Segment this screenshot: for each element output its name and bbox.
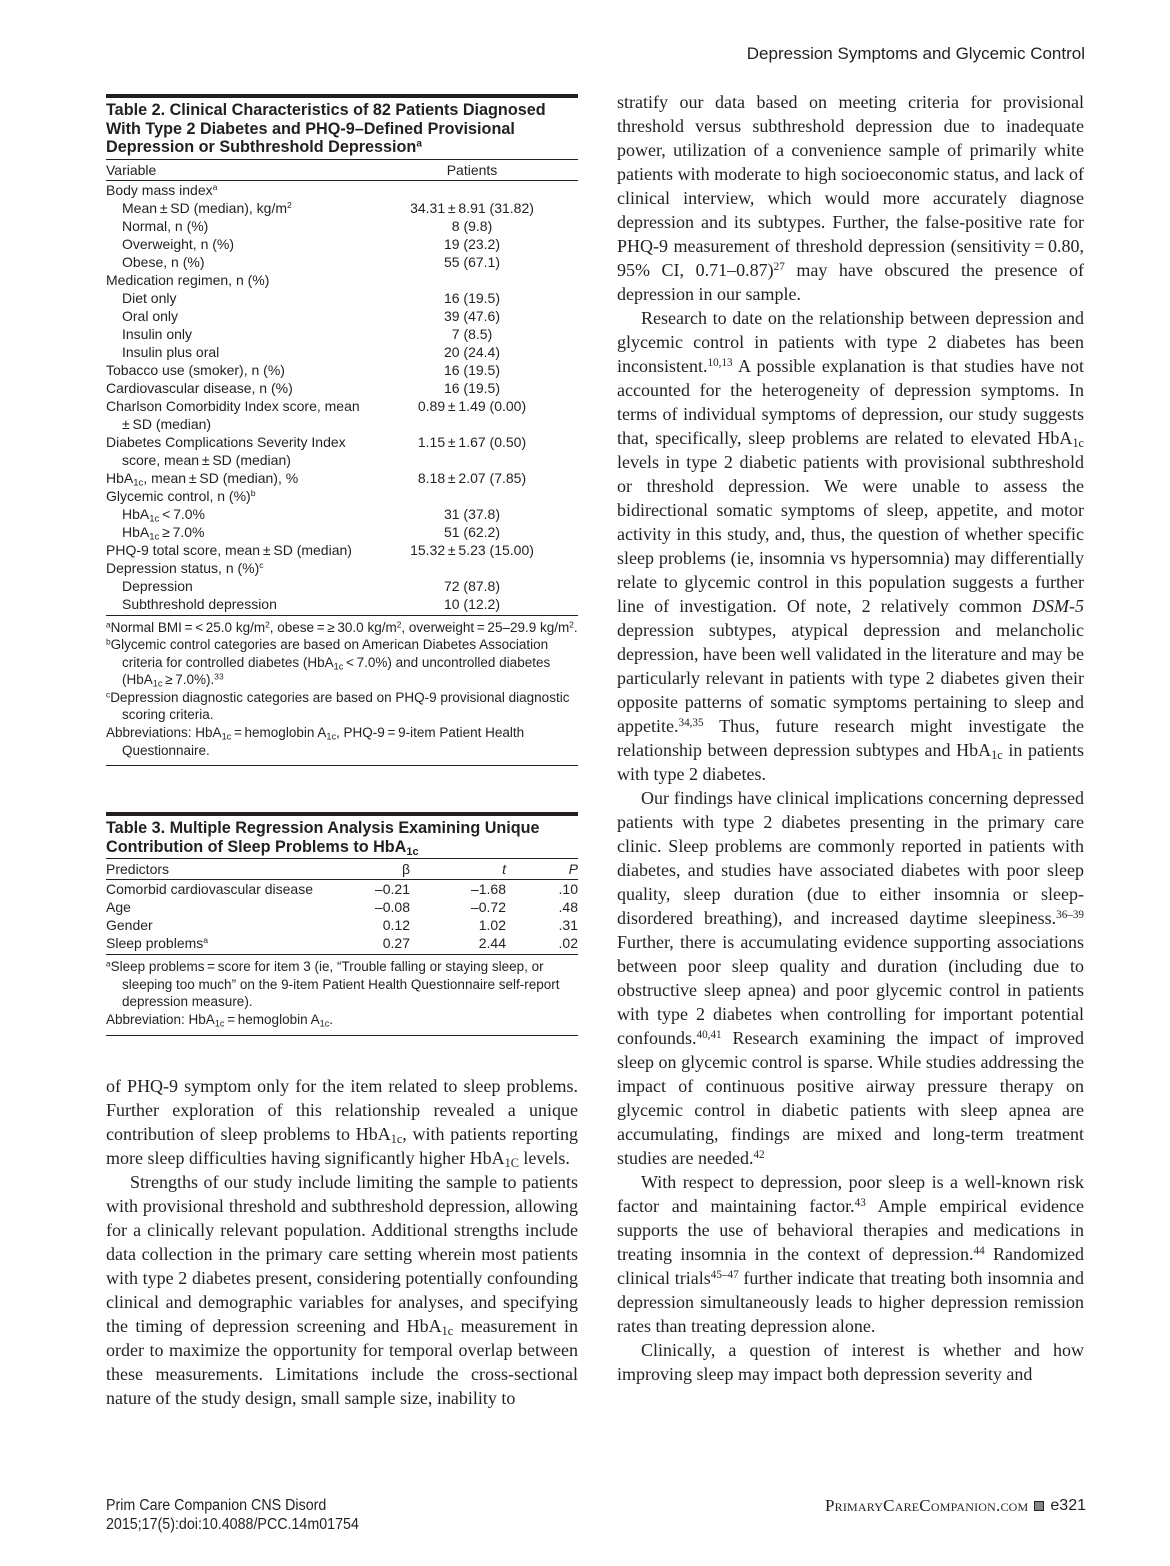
row-value: 10 (12.2) bbox=[443, 595, 501, 612]
row-label: Diet only bbox=[122, 289, 177, 306]
beta-value: –0.08 bbox=[374, 899, 410, 916]
superscript: b bbox=[106, 636, 111, 647]
row-label: Depression bbox=[122, 577, 193, 594]
body-paragraph: stratify our data based on meeting criteria for provisional threshold versus subthreshold depression due to inadequate power, utilization of a convenience sample of primarily white patients with moderate to high socioeconomic status, and lack of clinical interview, which would more accurately diagnose depression and its subtypes. Further, the false-positive rate for PHQ-9 measurement of threshold depression (sensitivity = 0.80, 95% CI, 0.71–0.87)$^{27}$ may have obscured the presence of depression in our sample. bbox=[617, 92, 1084, 304]
subscript: 1c bbox=[390, 1132, 403, 1147]
row-label: Overweight, n (%) bbox=[122, 235, 235, 252]
beta-value: 0.27 bbox=[382, 935, 410, 952]
table-row bbox=[106, 934, 578, 954]
superscript: 45–47 bbox=[710, 1268, 739, 1281]
table-row bbox=[106, 343, 578, 361]
beta-value: –0.21 bbox=[374, 881, 410, 898]
row-value: 55 (67.1) bbox=[443, 253, 501, 270]
predictor-label: Comorbid cardiovascular disease bbox=[106, 881, 313, 898]
row-label: Normal, n (%) bbox=[122, 217, 209, 234]
superscript: 33 bbox=[214, 671, 224, 682]
table-3-title: Table 3. Multiple Regression Analysis Examining Unique Contribution of Sleep Problems to HbA$_{1c}$ bbox=[106, 819, 540, 858]
right-column-body-text bbox=[617, 90, 1084, 1386]
row-value bbox=[366, 180, 578, 199]
row-label: HbA$_{1c}$ ≥ 7.0% bbox=[122, 523, 205, 542]
column-header-variable: Variable bbox=[106, 161, 157, 178]
subscript: 1c bbox=[221, 731, 232, 742]
superscript: 2 bbox=[396, 618, 402, 629]
row-value: 8 (9.8) bbox=[451, 217, 493, 234]
p-value: .10 bbox=[558, 881, 578, 898]
row-value: 39 (47.6) bbox=[443, 307, 501, 324]
row-label: Depression status, n (%)$^c$ bbox=[106, 559, 264, 576]
row-label: HbA$_{1c}$, mean ± SD (median), % bbox=[106, 469, 299, 488]
table-row bbox=[106, 898, 578, 916]
row-label: Glycemic control, n (%)$^b$ bbox=[106, 487, 256, 504]
row-label: Insulin plus oral bbox=[122, 343, 220, 360]
row-value: 1.15 ± 1.67 (0.50) bbox=[417, 433, 527, 450]
left-column-tables bbox=[106, 94, 578, 1036]
table-row bbox=[106, 379, 578, 397]
superscript: 44 bbox=[973, 1244, 985, 1257]
predictor-label: Gender bbox=[106, 917, 153, 934]
row-value: 0.89 ± 1.49 (0.00) bbox=[417, 397, 527, 414]
subscript: 1c bbox=[991, 748, 1003, 763]
row-value: 20 (24.4) bbox=[443, 343, 501, 360]
body-paragraph: Clinically, a question of interest is whether and how improving sleep may impact both depression severity and bbox=[617, 1340, 1084, 1384]
footnote: Abbreviation: HbA$_{1c}$ = hemoglobin $A_{1c}$. bbox=[106, 1012, 334, 1029]
subscript: 1c bbox=[326, 731, 337, 742]
table-row bbox=[106, 559, 578, 577]
table-row bbox=[106, 880, 578, 899]
body-paragraph: With respect to depression, poor sleep is a well-known risk factor and maintaining factor.$^{43}$ Ample empirical evidence supports the use of behavioral therapies and medications in treating insomnia in the context of depression.$^{44}$ Randomized clinical trials$^{45-47}$ further indicate that treating both insomnia and depression simultaneously leads to higher depression remission rates than treating depression alone. bbox=[617, 1172, 1084, 1336]
superscript: a bbox=[106, 958, 111, 969]
beta-value: 0.12 bbox=[382, 917, 410, 934]
subscript: 1c bbox=[319, 1018, 330, 1029]
row-value bbox=[366, 487, 578, 505]
row-value: 16 (19.5) bbox=[443, 379, 501, 396]
row-value bbox=[366, 559, 578, 577]
table-row bbox=[106, 541, 578, 559]
superscript: 2 bbox=[265, 618, 270, 629]
table-row bbox=[106, 325, 578, 343]
table-row bbox=[106, 180, 578, 199]
superscript: a bbox=[203, 935, 209, 946]
table-row bbox=[106, 523, 578, 541]
superscript: a bbox=[212, 181, 218, 192]
body-paragraph: Research to date on the relationship between depression and glycemic control in patients with type 2 diabetes has been inconsistent.$^{10,13}$ A possible explanation is that studies have not accounted for the heterogeneity of depression symptoms. In terms of individual symptoms of depression, our study suggests that, specifically, sleep problems are related to elevated HbA$_{1c}$ levels in type 2 diabetic patients with provisional subthreshold or threshold depression. We were unable to assess the bidirectional somatic symptoms of sleep, appetite, and motor activity in this study, and, thus, the question of whether specific sleep problems (ie, insomnia vs hypersomnia) may differentially relate to glycemic control in this population suggests a further line of investigation. Of note, 2 relatively common DSM-5 depression subtypes, atypical depression and melancholic depression, have been well validated in the literature and may be particularly relevant in patients with type 2 diabetes given their opposite patterns of somatic symptoms pertaining to sleep and appetite.$^{34,35}$ Thus, future research might investigate the relationship between depression subtypes and HbA$_{1c}$ in patients with type 2 diabetes. bbox=[617, 308, 1084, 784]
footnote: $^b$Glycemic control categories are based on American Diabetes Association criteria for controlled diabetes (HbA$_{1c}$ < 7.0%) and uncontrolled diabetes (HbA$_{1c}$ ≥ 7.0%).$^{33}$ bbox=[106, 636, 551, 689]
t-value: –0.72 bbox=[470, 899, 506, 916]
footnote: $^a$Normal BMI = < 25.0 $kg/m^2$, obese = ≥ 30.0 $kg/m^2$, overweight = 25–29.9 $kg/m^2$. bbox=[106, 618, 578, 635]
row-label: Diabetes Complications Severity Index score, mean ± SD (median) bbox=[106, 433, 346, 468]
table-2-footnotes bbox=[106, 615, 578, 767]
t-value: 2.44 bbox=[478, 935, 506, 952]
table-row bbox=[106, 487, 578, 505]
row-label: Body mass index$^a$ bbox=[106, 181, 218, 198]
row-value bbox=[366, 271, 578, 289]
footer-doi: 2015;17(5):doi:10.4088/PCC.14m01754 bbox=[106, 1515, 359, 1533]
column-header-beta: β bbox=[401, 861, 410, 878]
table-3 bbox=[106, 812, 578, 1035]
row-value: 51 (62.2) bbox=[443, 523, 501, 540]
row-value: 31 (37.8) bbox=[443, 505, 501, 522]
superscript: 42 bbox=[753, 1148, 765, 1161]
table-row bbox=[106, 397, 578, 433]
row-value: 16 (19.5) bbox=[443, 361, 501, 378]
p-value: .02 bbox=[558, 935, 578, 952]
italic-term: DSM-5 bbox=[1032, 596, 1084, 616]
row-value: 34.31 ± 8.91 (31.82) bbox=[410, 199, 534, 216]
subscript: 1c bbox=[333, 660, 344, 671]
row-label: Insulin only bbox=[122, 325, 193, 342]
left-column-body-text bbox=[106, 1074, 578, 1410]
table-row bbox=[106, 289, 578, 307]
footnote: $^a$Sleep problems = score for item 3 (ie, “Trouble falling or staying sleep, or sleeping too much” on the 9-item Patient Health Questionnaire self-report depression measure). bbox=[106, 958, 560, 1010]
table-3-grid bbox=[106, 858, 578, 954]
superscript: 27 bbox=[773, 260, 785, 273]
table-3-header-row bbox=[106, 859, 578, 880]
row-value: 8.18 ± 2.07 (7.85) bbox=[417, 469, 527, 486]
row-value: 15.32 ± 5.23 (15.00) bbox=[410, 541, 534, 558]
body-paragraph: Our findings have clinical implications concerning depressed patients with type 2 diabetes presenting in the primary care clinic. Sleep problems are commonly reported in patients with diabetes, and studies have associated diabetes with poor sleep quality, sleep duration (due to either insomnia or sleep-disordered breathing), and increased daytime sleepiness.$^{36-39}$ Further, there is accumulating evidence supporting associations between poor sleep quality and duration (including due to obstructive sleep apnea) and poor glycemic control in patients with type 2 diabetes when controlling for important potential confounds.$^{40,41}$ Research examining the impact of improved sleep on glycemic control is sparse. While studies addressing the impact of continuous positive airway pressure therapy on glycemic control in diabetic patients with sleep apnea are accumulating, findings are mixed and long-term treatment studies are needed.$^{42}$ bbox=[617, 788, 1084, 1168]
superscript: 2 bbox=[569, 618, 574, 629]
row-label: Oral only bbox=[122, 307, 179, 324]
row-label: Mean ± SD (median), $kg/m^2$ bbox=[122, 199, 292, 216]
table-2-title: Table 2. Clinical Characteristics of 82 Patients Diagnosed With Type 2 Diabetes and PHQ-9–Defined Provisional Depression or Subthreshold Depression$^a$ bbox=[106, 101, 546, 156]
t-value: –1.68 bbox=[470, 881, 506, 898]
column-header-t: t bbox=[502, 861, 506, 878]
table-3-footnotes bbox=[106, 954, 578, 1035]
square-icon bbox=[1034, 1501, 1044, 1511]
p-value: .48 bbox=[558, 899, 578, 916]
page-number: e321 bbox=[1050, 1497, 1086, 1514]
subscript: 1C bbox=[504, 1156, 519, 1171]
footnote: $^c$Depression diagnostic categories are based on PHQ-9 provisional diagnostic scoring criteria. bbox=[106, 689, 570, 723]
superscript: c bbox=[259, 559, 264, 570]
row-label: Obese, n (%) bbox=[122, 253, 205, 270]
predictor-label: Sleep problems$^a$ bbox=[106, 935, 209, 952]
table-row bbox=[106, 199, 578, 217]
table-row bbox=[106, 577, 578, 595]
superscript: b bbox=[250, 487, 256, 498]
table-row bbox=[106, 217, 578, 235]
footer-journal-name: Prim Care Companion CNS Disord bbox=[106, 1497, 327, 1514]
footer-citation bbox=[106, 1497, 359, 1534]
row-label: Medication regimen, n (%) bbox=[106, 271, 270, 288]
row-label: Tobacco use (smoker), n (%) bbox=[106, 361, 285, 378]
table-3-body bbox=[106, 880, 578, 955]
superscript: a bbox=[416, 138, 422, 150]
row-label: Charlson Comorbidity Index score, mean ± SD (median) bbox=[106, 397, 363, 432]
table-row bbox=[106, 595, 578, 615]
table-row bbox=[106, 469, 578, 487]
footer-site-link[interactable]: PrimaryCareCompanion.com bbox=[824, 1496, 1029, 1515]
t-value: 1.02 bbox=[478, 917, 506, 934]
p-value: .31 bbox=[558, 917, 578, 934]
row-value: 19 (23.2) bbox=[443, 235, 501, 252]
subscript: 1c bbox=[406, 845, 419, 858]
table-row bbox=[106, 433, 578, 469]
row-label: Cardiovascular disease, n (%) bbox=[106, 379, 293, 396]
superscript: 2 bbox=[287, 199, 292, 210]
superscript: 43 bbox=[854, 1196, 866, 1209]
table-2-body bbox=[106, 180, 578, 615]
table-row bbox=[106, 253, 578, 271]
subscript: 1c bbox=[214, 1018, 225, 1029]
superscript: 36–39 bbox=[1056, 908, 1084, 921]
column-header-patients: Patients bbox=[446, 161, 498, 178]
table-row bbox=[106, 361, 578, 379]
superscript: 34,35 bbox=[678, 716, 704, 729]
row-label: PHQ-9 total score, mean ± SD (median) bbox=[106, 541, 352, 558]
table-row bbox=[106, 307, 578, 325]
table-row bbox=[106, 916, 578, 934]
subscript: 1c bbox=[133, 476, 144, 488]
table-row bbox=[106, 505, 578, 523]
superscript: 40,41 bbox=[696, 1028, 722, 1041]
body-paragraph: of PHQ-9 symptom only for the item related to sleep problems. Further exploration of this relationship revealed a unique contribution of sleep problems to HbA$_{1c}$, with patients reporting more sleep difficulties having significantly higher HbA$_{1C}$ levels. bbox=[106, 1076, 578, 1171]
table-2-grid bbox=[106, 159, 578, 615]
running-head: Depression Symptoms and Glycemic Control bbox=[746, 44, 1085, 63]
footer-page-info bbox=[825, 1497, 1086, 1515]
subscript: 1c bbox=[1072, 436, 1084, 451]
superscript: a bbox=[106, 618, 111, 629]
body-paragraph: Strengths of our study include limiting the sample to patients with provisional threshold and subthreshold depression, allowing for a clinically relevant population. Additional strengths include data collection in the primary care setting wherein most patients with type 2 diabetes present, considering potentially confounding clinical and demographic variables for analyses, and specifying the timing of depression screening and HbA$_{1c}$ measurement in order to maximize the opportunity for temporal overlap between these measurements. Limitations include the cross-sectional nature of the study design, small sample size, inability to bbox=[106, 1172, 578, 1408]
predictor-label: Age bbox=[106, 899, 131, 916]
footnote: Abbreviations: HbA$_{1c}$ = hemoglobin $A_{1c}$, PHQ-9 = 9-item Patient Health Questionnaire. bbox=[106, 725, 525, 758]
column-header-p: P bbox=[568, 861, 578, 878]
table-row bbox=[106, 271, 578, 289]
column-header-predictors: Predictors bbox=[106, 861, 170, 878]
row-value: 16 (19.5) bbox=[443, 289, 501, 306]
superscript: c bbox=[106, 689, 111, 700]
row-label: HbA$_{1c}$ < 7.0% bbox=[122, 505, 205, 524]
subscript: 1c bbox=[149, 530, 160, 542]
subscript: 1c bbox=[149, 512, 160, 524]
table-2-header-row bbox=[106, 159, 578, 180]
row-label: Subthreshold depression bbox=[122, 595, 277, 612]
row-value: 7 (8.5) bbox=[451, 325, 493, 342]
subscript: 1c bbox=[441, 1324, 454, 1339]
table-2 bbox=[106, 94, 578, 766]
table-row bbox=[106, 235, 578, 253]
superscript: 10,13 bbox=[707, 356, 733, 369]
row-value: 72 (87.8) bbox=[443, 577, 501, 594]
subscript: 1c bbox=[152, 678, 163, 689]
